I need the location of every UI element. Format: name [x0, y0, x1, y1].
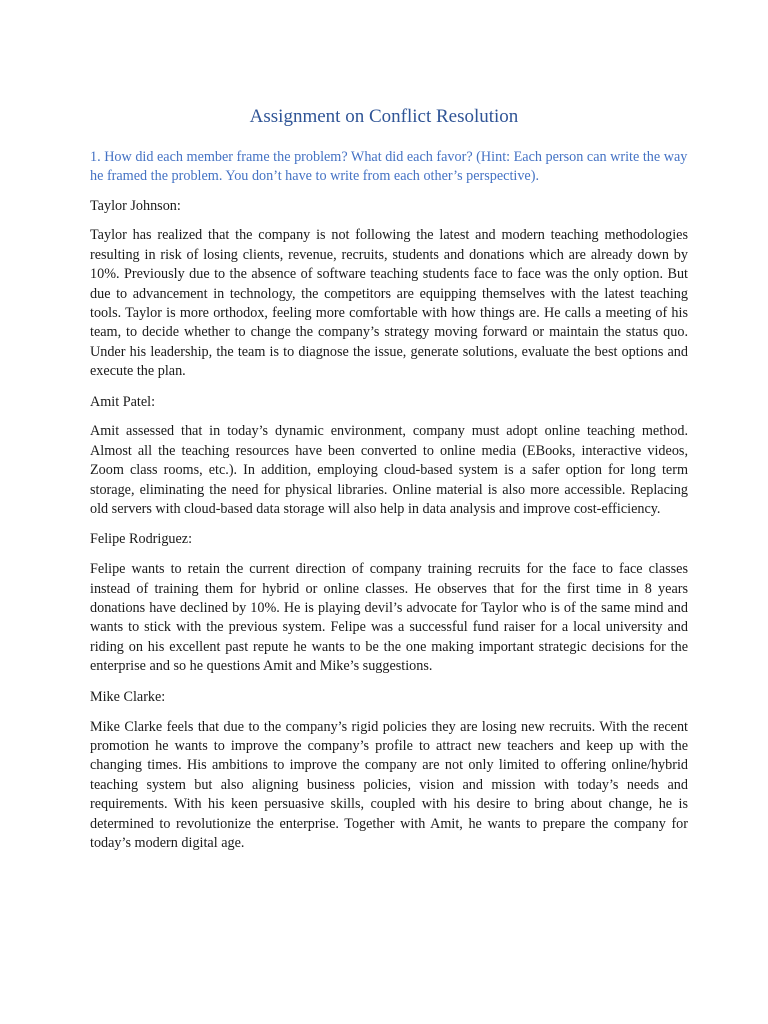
section-paragraph-felipe: Felipe wants to retain the current direction of company training recruits for the face to face classes instead of training them for hybrid or online classes. He observes that for the first time in 8 years donations have declined by 10%. He is playing devil’s advocate for Taylor who is of the same mind and wants to stick with the previous system. Felipe was a successful fund raiser for a local university and riding on his excellent past repute he wants to be the one making important strategic decisions for the enterprise and so he questions Amit and Mike’s suggestions.: [90, 561, 688, 675]
section-heading-amit: Amit Patel:: [90, 393, 156, 410]
document-body: [90, 148, 688, 864]
section-heading-mike: Mike Clarke:: [90, 688, 166, 705]
section-paragraph-mike: Mike Clarke feels that due to the company’s rigid policies they are losing new recruits. With the recent promotion he wants to improve the company’s profile to attract new teachers and keep up with the changing times. His ambitions to improve the company are not only limited to offering online/hybrid teaching system but also aligning business policies, vision and mission with today’s needs and requirements. With his keen persuasive skills, coupled with his desire to bring about change, he is determined to revolutionize the enterprise. Together with Amit, he wants to prepare the company for today’s modern digital age.: [90, 718, 688, 851]
section-paragraph-taylor: Taylor has realized that the company is not following the latest and modern teaching methodologies resulting in risk of losing clients, revenue, recruits, students and donations which are already down by 10%. Previously due to the absence of software teaching students face to face was the only option. But due to advancement in technology, the competitors are equipping themselves with the latest teaching tools. Taylor is more orthodox, feeling more comfortable with how things are. He calls a meeting of his team, to decide whether to change the company’s strategy moving forward or maintain the status quo. Under his leadership, the team is to diagnose the issue, generate solutions, evaluate the best options and execute the plan.: [90, 227, 688, 380]
section-heading-taylor: Taylor Johnson:: [90, 197, 181, 214]
document-title: Assignment on Conflict Resolution: [249, 106, 519, 127]
section-heading-felipe: Felipe Rodriguez:: [90, 531, 193, 548]
section-paragraph-amit: Amit assessed that in today’s dynamic environment, company must adopt online teaching method. Almost all the teaching resources have been converted to online media (EBooks, interactive videos, Zoom class rooms, etc.). In addition, employing cloud-based system is a safer option for long term storage, eliminating the need for physical libraries. Online material is also more accessible. Replacing old servers with cloud-based data storage will also help in data analysis and improve cost-efficiency.: [90, 423, 688, 518]
question-text: 1. How did each member frame the problem? What did each favor? (Hint: Each person can write the way he framed the problem. You don’t have to write from each other’s perspective).: [90, 149, 688, 184]
